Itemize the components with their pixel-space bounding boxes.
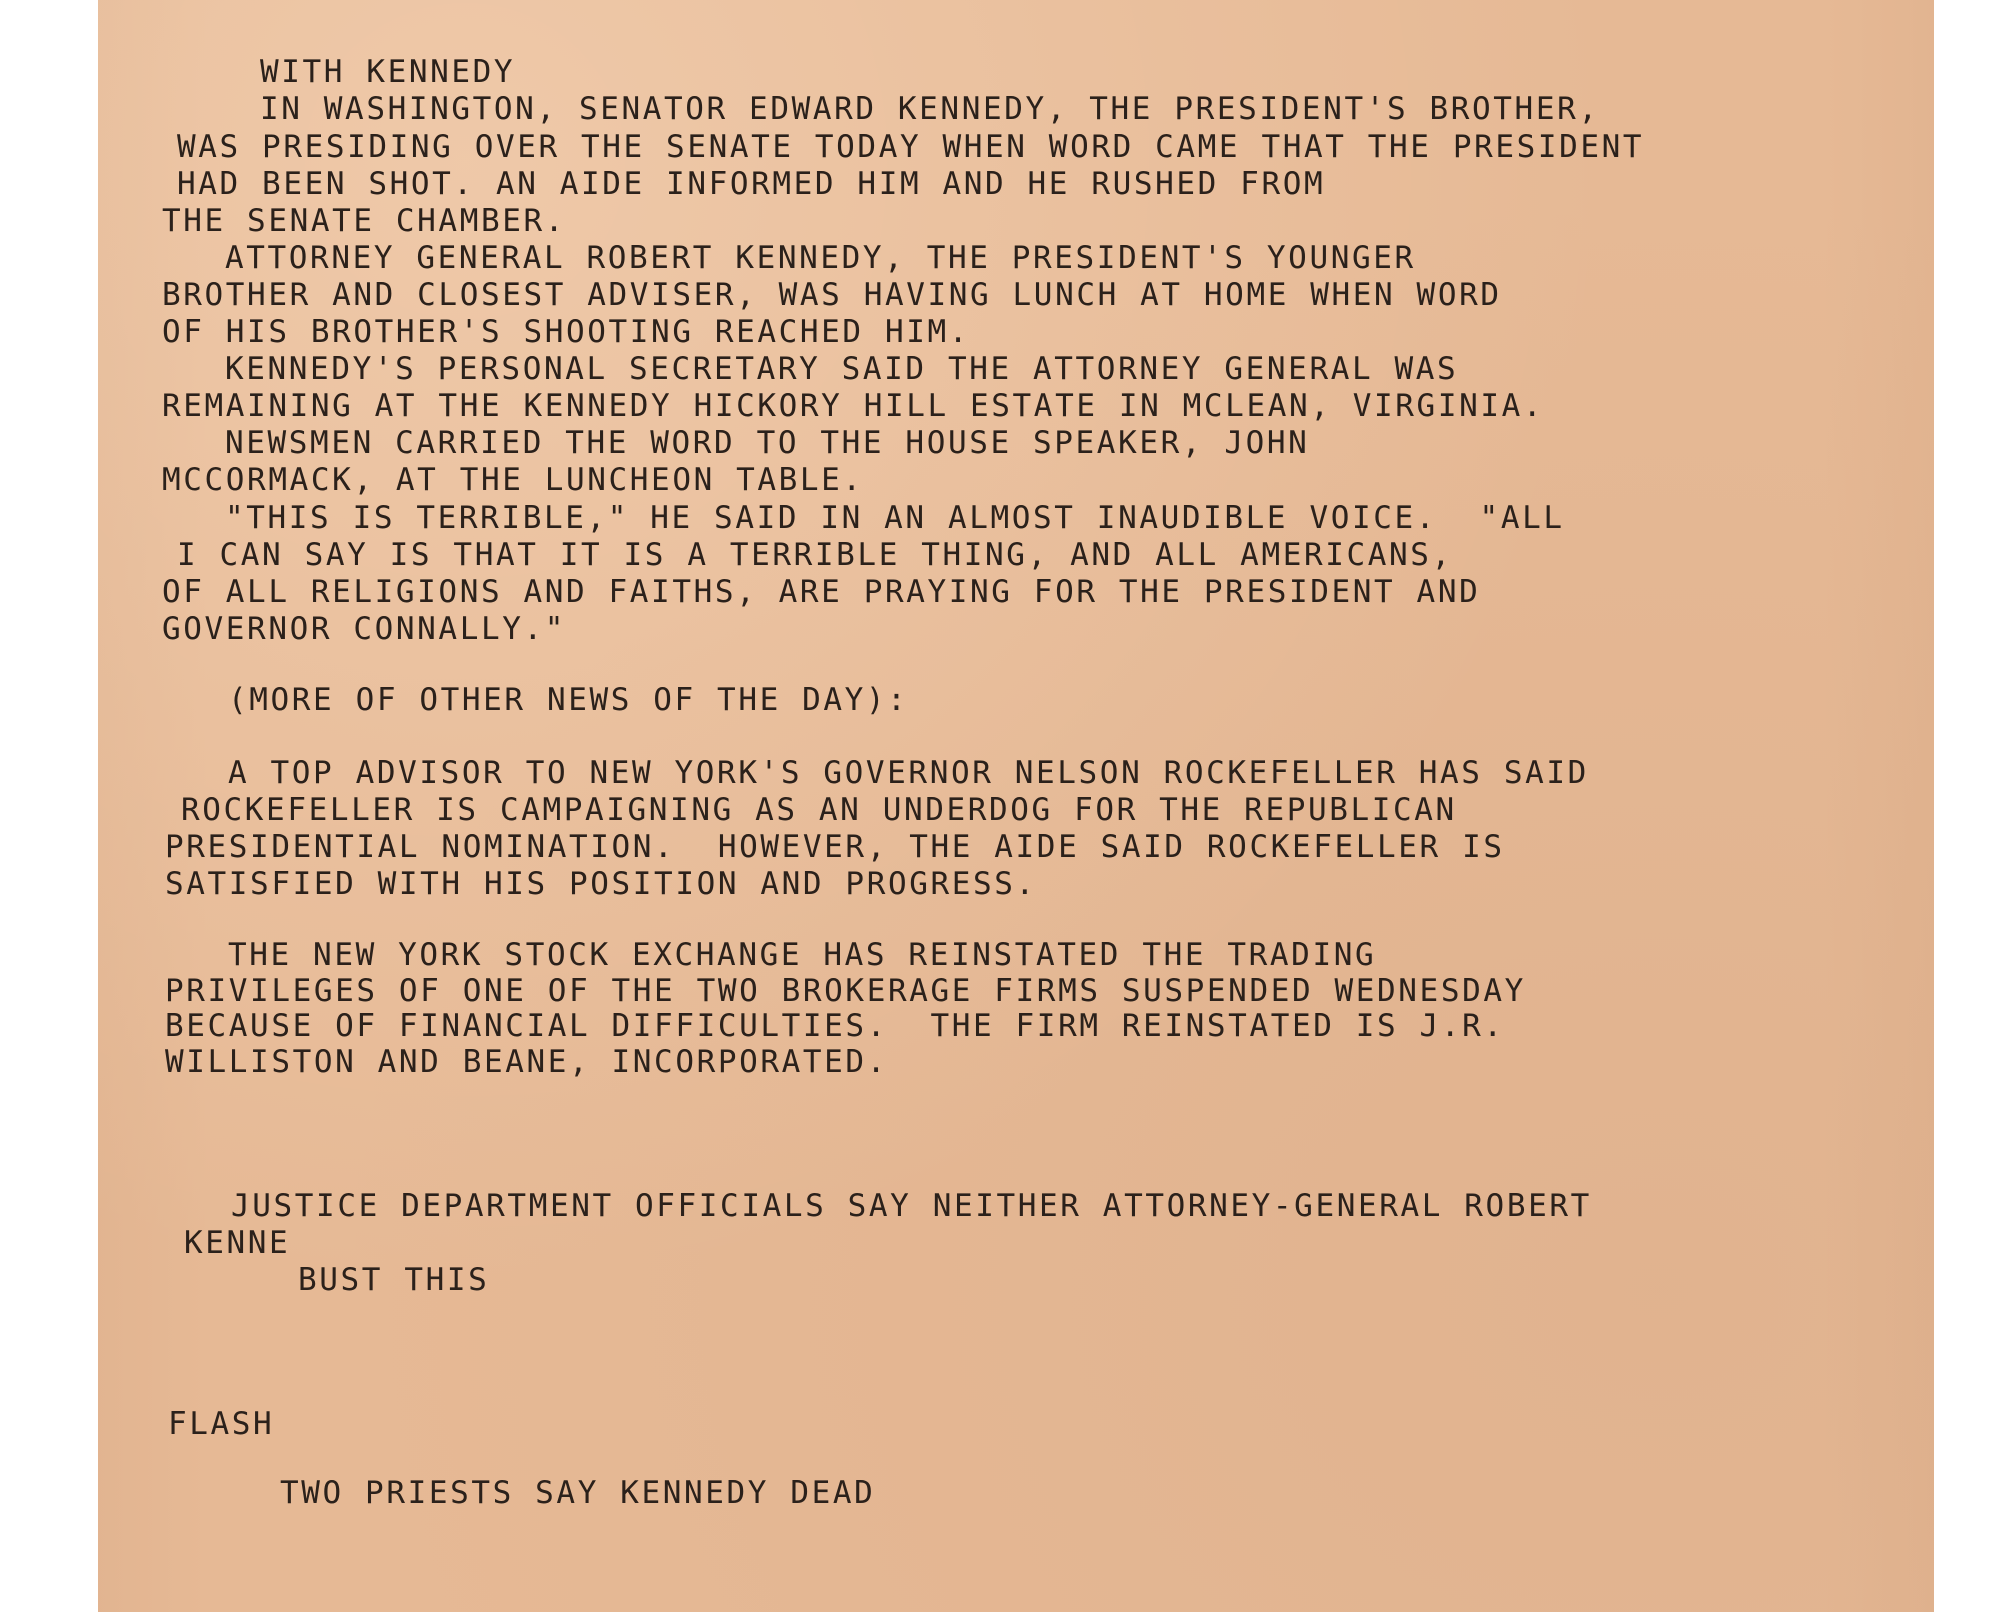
- text-line: KENNEDY'S PERSONAL SECRETARY SAID THE ATTORNEY GENERAL WAS: [225, 351, 1459, 387]
- text-line: ROCKEFELLER IS CAMPAIGNING AS AN UNDERDOG FOR THE REPUBLICAN: [181, 792, 1457, 828]
- text-line: OF HIS BROTHER'S SHOOTING REACHED HIM.: [162, 314, 971, 350]
- text-line: JUSTICE DEPARTMENT OFFICIALS SAY NEITHER ATTORNEY-GENERAL ROBERT: [231, 1188, 1592, 1224]
- text-line: IN WASHINGTON, SENATOR EDWARD KENNEDY, THE PRESIDENT'S BROTHER,: [260, 91, 1600, 127]
- text-line: WILLISTON AND BEANE, INCORPORATED.: [165, 1044, 888, 1080]
- text-line: BECAUSE OF FINANCIAL DIFFICULTIES. THE FIRM REINSTATED IS J.R.: [165, 1008, 1505, 1044]
- text-line: NEWSMEN CARRIED THE WORD TO THE HOUSE SPEAKER, JOHN: [225, 425, 1310, 461]
- text-line: KENNE: [184, 1225, 291, 1261]
- text-line: SATISFIED WITH HIS POSITION AND PROGRESS.: [165, 866, 1037, 902]
- text-line: OF ALL RELIGIONS AND FAITHS, ARE PRAYING FOR THE PRESIDENT AND: [162, 574, 1481, 610]
- text-line: I CAN SAY IS THAT IT IS A TERRIBLE THING, AND ALL AMERICANS,: [177, 537, 1453, 573]
- text-line: ATTORNEY GENERAL ROBERT KENNEDY, THE PRESIDENT'S YOUNGER: [225, 240, 1416, 276]
- text-line: REMAINING AT THE KENNEDY HICKORY HILL ESTATE IN MCLEAN, VIRGINIA.: [162, 388, 1545, 424]
- text-line: WITH KENNEDY: [260, 54, 516, 90]
- text-line: WAS PRESIDING OVER THE SENATE TODAY WHEN WORD CAME THAT THE PRESIDENT: [177, 129, 1645, 165]
- text-line: A TOP ADVISOR TO NEW YORK'S GOVERNOR NELSON ROCKEFELLER HAS SAID: [228, 755, 1589, 791]
- text-line: MCCORMACK, AT THE LUNCHEON TABLE.: [162, 462, 864, 498]
- text-line: FLASH: [168, 1406, 275, 1442]
- teletype-page: [98, 0, 1934, 1612]
- text-line: BROTHER AND CLOSEST ADVISER, WAS HAVING LUNCH AT HOME WHEN WORD: [162, 277, 1502, 313]
- text-line: THE NEW YORK STOCK EXCHANGE HAS REINSTATED THE TRADING: [228, 937, 1377, 973]
- text-line: "THIS IS TERRIBLE," HE SAID IN AN ALMOST INAUDIBLE VOICE. "ALL: [225, 500, 1565, 536]
- text-line: (MORE OF OTHER NEWS OF THE DAY):: [228, 682, 909, 718]
- text-line: THE SENATE CHAMBER.: [162, 203, 567, 239]
- text-line: HAD BEEN SHOT. AN AIDE INFORMED HIM AND HE RUSHED FROM: [177, 166, 1326, 202]
- text-line: BUST THIS: [298, 1262, 490, 1298]
- text-line: TWO PRIESTS SAY KENNEDY DEAD: [280, 1475, 876, 1511]
- text-line: PRIVILEGES OF ONE OF THE TWO BROKERAGE FIRMS SUSPENDED WEDNESDAY: [165, 973, 1526, 1009]
- text-line: GOVERNOR CONNALLY.": [162, 611, 567, 647]
- text-line: PRESIDENTIAL NOMINATION. HOWEVER, THE AIDE SAID ROCKEFELLER IS: [165, 829, 1505, 865]
